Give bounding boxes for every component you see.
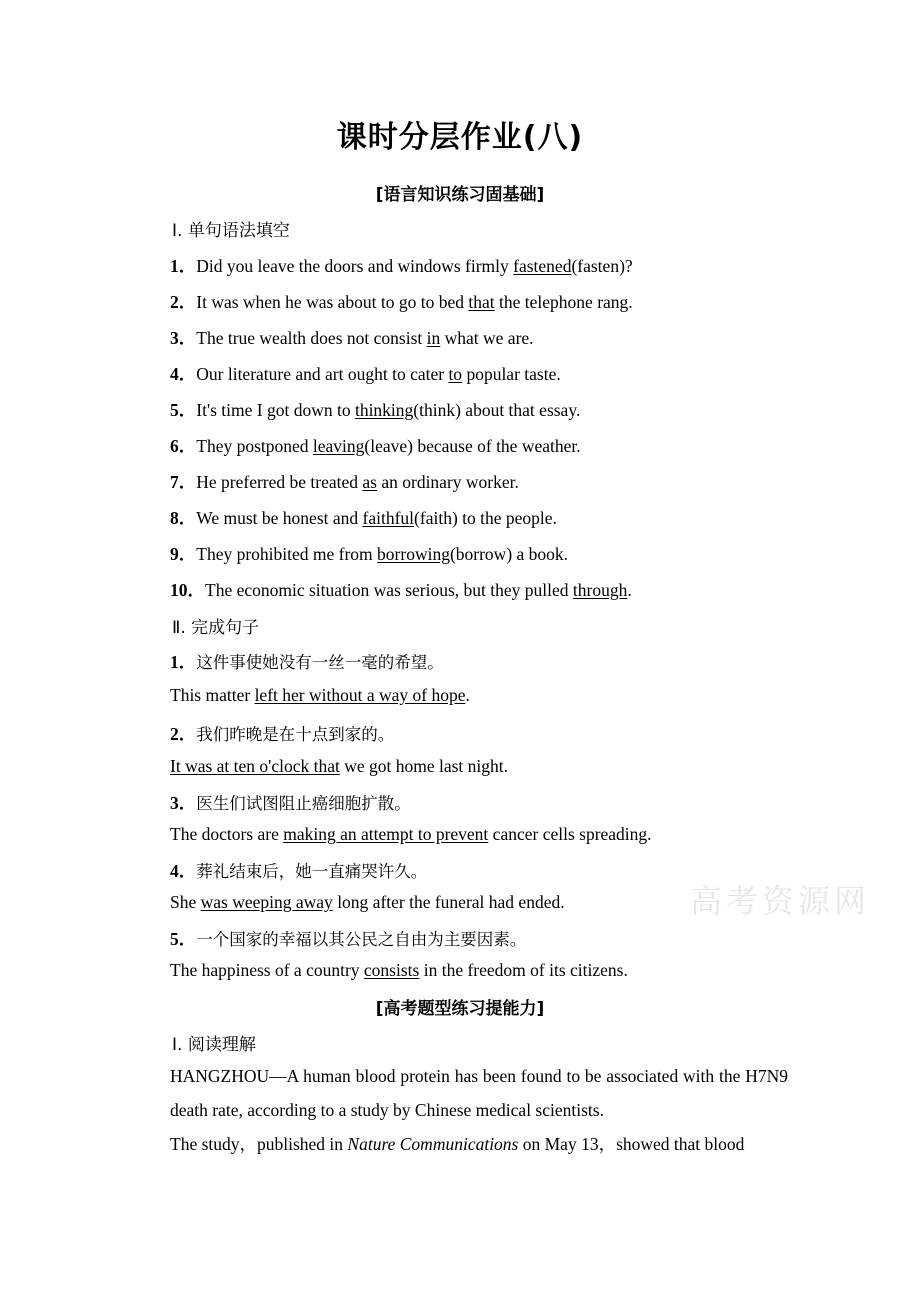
answer: It was at ten o'clock that — [170, 756, 340, 776]
list-item: 4．Our literature and art ought to cater to popular taste. — [170, 364, 561, 384]
answer: borrowing — [377, 544, 450, 564]
english-answer-line: The doctors are making an attempt to prevent cancer cells spreading. — [170, 824, 652, 844]
list-item: 10．The economic situation was serious, but they pulled through. — [170, 580, 632, 600]
english-answer-line: It was at ten o'clock that we got home last night. — [170, 756, 509, 776]
answer: making an attempt to prevent — [283, 824, 489, 844]
section-header-exam: [高考题型练习提能力] — [375, 999, 545, 1019]
list-item: 2．It was when he was about to go to bed that the telephone rang. — [170, 292, 633, 312]
answer: left her without a way of hope — [254, 685, 466, 705]
section-header-language: [语言知识练习固基础] — [375, 185, 545, 205]
section-title-reading: Ⅰ. 阅读理解 — [172, 1035, 256, 1055]
answer: as — [362, 472, 377, 492]
page-title: 课时分层作业(八) — [336, 120, 584, 155]
section-title-complete-sentences: Ⅱ. 完成句子 — [172, 618, 260, 638]
answer: that — [468, 292, 495, 312]
answer: thinking — [354, 400, 414, 420]
english-answer-line: This matter left her without a way of hope. — [170, 685, 470, 705]
answer: in — [426, 328, 441, 348]
answer: faithful — [362, 508, 415, 528]
answer: fastened — [513, 256, 572, 276]
english-answer-line: She was weeping away long after the funeral had ended. — [170, 892, 565, 912]
answer: was weeping away — [200, 892, 333, 912]
reading-paragraph: HANGZHOU—A human blood protein has been found to be associated with the H7N9 death rate, according to a study by Chinese medical scientists. — [170, 1066, 788, 1120]
list-item: 7．He preferred be treated as an ordinary worker. — [170, 472, 519, 492]
list-item: 6．They postponed leaving(leave) because of the weather. — [170, 436, 581, 456]
answer: leaving — [312, 436, 365, 456]
chinese-prompt: 1．这件事使她没有一丝一毫的希望。 — [170, 652, 444, 672]
answer: to — [448, 364, 463, 384]
list-item: 5．It's time I got down to thinking(think) about that essay. — [170, 400, 581, 420]
chinese-prompt: 3．医生们试图阻止癌细胞扩散。 — [170, 793, 411, 813]
chinese-prompt: 4．葬礼结束后，她一直痛哭许久。 — [170, 861, 428, 881]
list-item: 8．We must be honest and faithful(faith) to the people. — [170, 508, 557, 528]
english-answer-line: The happiness of a country consists in the freedom of its citizens. — [170, 960, 628, 980]
chinese-prompt: 2．我们昨晚是在十点到家的。 — [170, 724, 395, 744]
list-item: 1．Did you leave the doors and windows firmly fastened(fasten)? — [170, 256, 633, 276]
list-item: 3．The true wealth does not consist in what we are. — [170, 328, 534, 348]
answer: through — [572, 580, 628, 600]
list-item: 9．They prohibited me from borrowing(borrow) a book. — [170, 544, 569, 564]
chinese-prompt: 5．一个国家的幸福以其公民之自由为主要因素。 — [170, 929, 527, 949]
watermark: 高考资源网 — [690, 882, 871, 920]
section-title-grammar-fill: Ⅰ. 单句语法填空 — [172, 221, 290, 241]
answer: consists — [363, 960, 420, 980]
reading-paragraph: The study，published in Nature Communications on May 13，showed that blood — [170, 1134, 745, 1154]
